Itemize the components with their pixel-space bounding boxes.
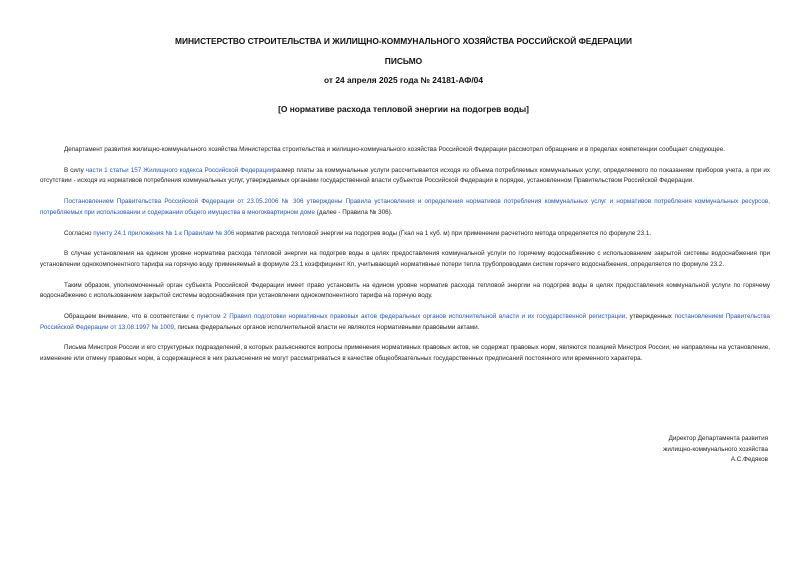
paragraph-text: Обращаем внимание, что в соответствии с <box>64 313 198 321</box>
paragraph <box>40 343 770 364</box>
paragraph <box>40 249 770 270</box>
signature-position-line2: жилищно-коммунального хозяйства <box>663 445 768 453</box>
paragraph <box>40 145 770 156</box>
document-date-number: от 24 апреля 2025 года № 24181-АФ/04 <box>323 75 483 85</box>
paragraph-text: Письма Минстроя России и его структурных подразделений, в которых разъясняются вопросы применения нормативных правовых актов, не содержат правовых норм, являются позицией Минстроя России, не направлены на установление, изменение или отмену правовых норм, а содержащиеся в них разъяснения не могут рассматриваться в качестве общеобязательных государственных предписаний постоянного или временного характера. <box>40 344 770 363</box>
paragraph-text: (далее - Правила № 306). <box>314 208 393 216</box>
paragraph-text: , письма федеральных органов исполнительной власти не являются нормативными правовыми актами. <box>174 323 480 331</box>
document-link[interactable]: постановлением Правительства Российской Федерации от 13.08.1997 № 1009 <box>40 313 771 331</box>
paragraph-text: , утвержденных <box>625 313 675 321</box>
paragraph-text: Согласно <box>64 229 94 237</box>
paragraph-text: норматив расхода тепловой энергии на подогрев воды (Гкал на 1 куб. м) при применении расчетного метода определяется по формуле 23.1. <box>234 229 652 237</box>
document-body <box>40 145 770 375</box>
document-type: ПИСЬМО <box>384 56 423 66</box>
signature-name: А.С.Федяков <box>730 456 768 463</box>
document-link[interactable]: пунктом 2 Правил подготовки нормативных правовых актов федеральных органов исполнительной власти и их государственной регистрации <box>197 313 626 321</box>
paragraph-text: Таким образом, уполномоченный орган субъекта Российской Федерации имеет право установить на едином уровне норматив расхода тепловой энергии на подогрев воды в целях предоставления коммунальной услуги по горячему водоснабжению с использованием закрытой системы водоснабжения при установлении однокомпонентного тарифа на горячую воду. <box>40 281 770 300</box>
signature-position-line1: Директор Департамента развития <box>668 435 768 442</box>
paragraph <box>40 229 770 240</box>
paragraph <box>40 281 770 302</box>
document-link[interactable]: части 1 статьи 157 Жилищного кодекса Российской Федерации <box>85 166 274 174</box>
document-link[interactable]: Постановлением Правительства Российской Федерации от 23.05.2006 № 306 утверждены Правила установления и определения нормативов потребления коммунальных услуг и нормативов потребления коммунальных ресурсов, потребляемых при использовании и содержании общего имущества в многоквартирном доме <box>40 198 770 216</box>
paragraph-text: В случае установления на едином уровне норматива расхода тепловой энергии на подогрев воды в целях предоставления коммунальной услуги по горячему водоснабжению с использованием закрытой системы водоснабжения при установлении однокомпонентного тарифа на горячую воду применяемый в формуле 23.1 коэффициент Кп, учитывающий нормативные потери тепла трубопроводами систем горячего водоснабжения, определяется по формуле 23.2. <box>40 250 770 268</box>
ministry-heading: МИНИСТЕРСТВО СТРОИТЕЛЬСТВА И ЖИЛИЩНО-КОММУНАЛЬНОГО ХОЗЯЙСТВА РОССИЙСКОЙ ФЕДЕРАЦИИ <box>175 36 632 46</box>
paragraph-text: размер платы за коммунальные услуги рассчитывается исходя из объема потребляемых коммунальных услуг, определяемого по показаниям приборов учета, а при их отсутствии - исходя из нормативов потребления коммунальных услуг, утверждаемых органами государственной власти субъектов Российской Федерации в порядке, установленном Правительством Российской Федерации. <box>40 166 770 185</box>
paragraph-text: В силу <box>64 166 86 174</box>
document-link[interactable]: пункту 24.1 приложения № 1 к Правилам № 306 <box>93 229 235 237</box>
document-subject: [О нормативе расхода тепловой энергии на подогрев воды] <box>278 104 529 114</box>
signature-block <box>560 434 768 466</box>
paragraph <box>40 312 770 333</box>
paragraph-text: Департамент развития жилищно-коммунального хозяйства Министерства строительства и жилищно-коммунального хозяйства Российской Федерации рассмотрел обращение и в пределах компетенции сообщает следующее. <box>64 146 725 153</box>
paragraph <box>40 166 770 187</box>
paragraph <box>40 197 770 218</box>
